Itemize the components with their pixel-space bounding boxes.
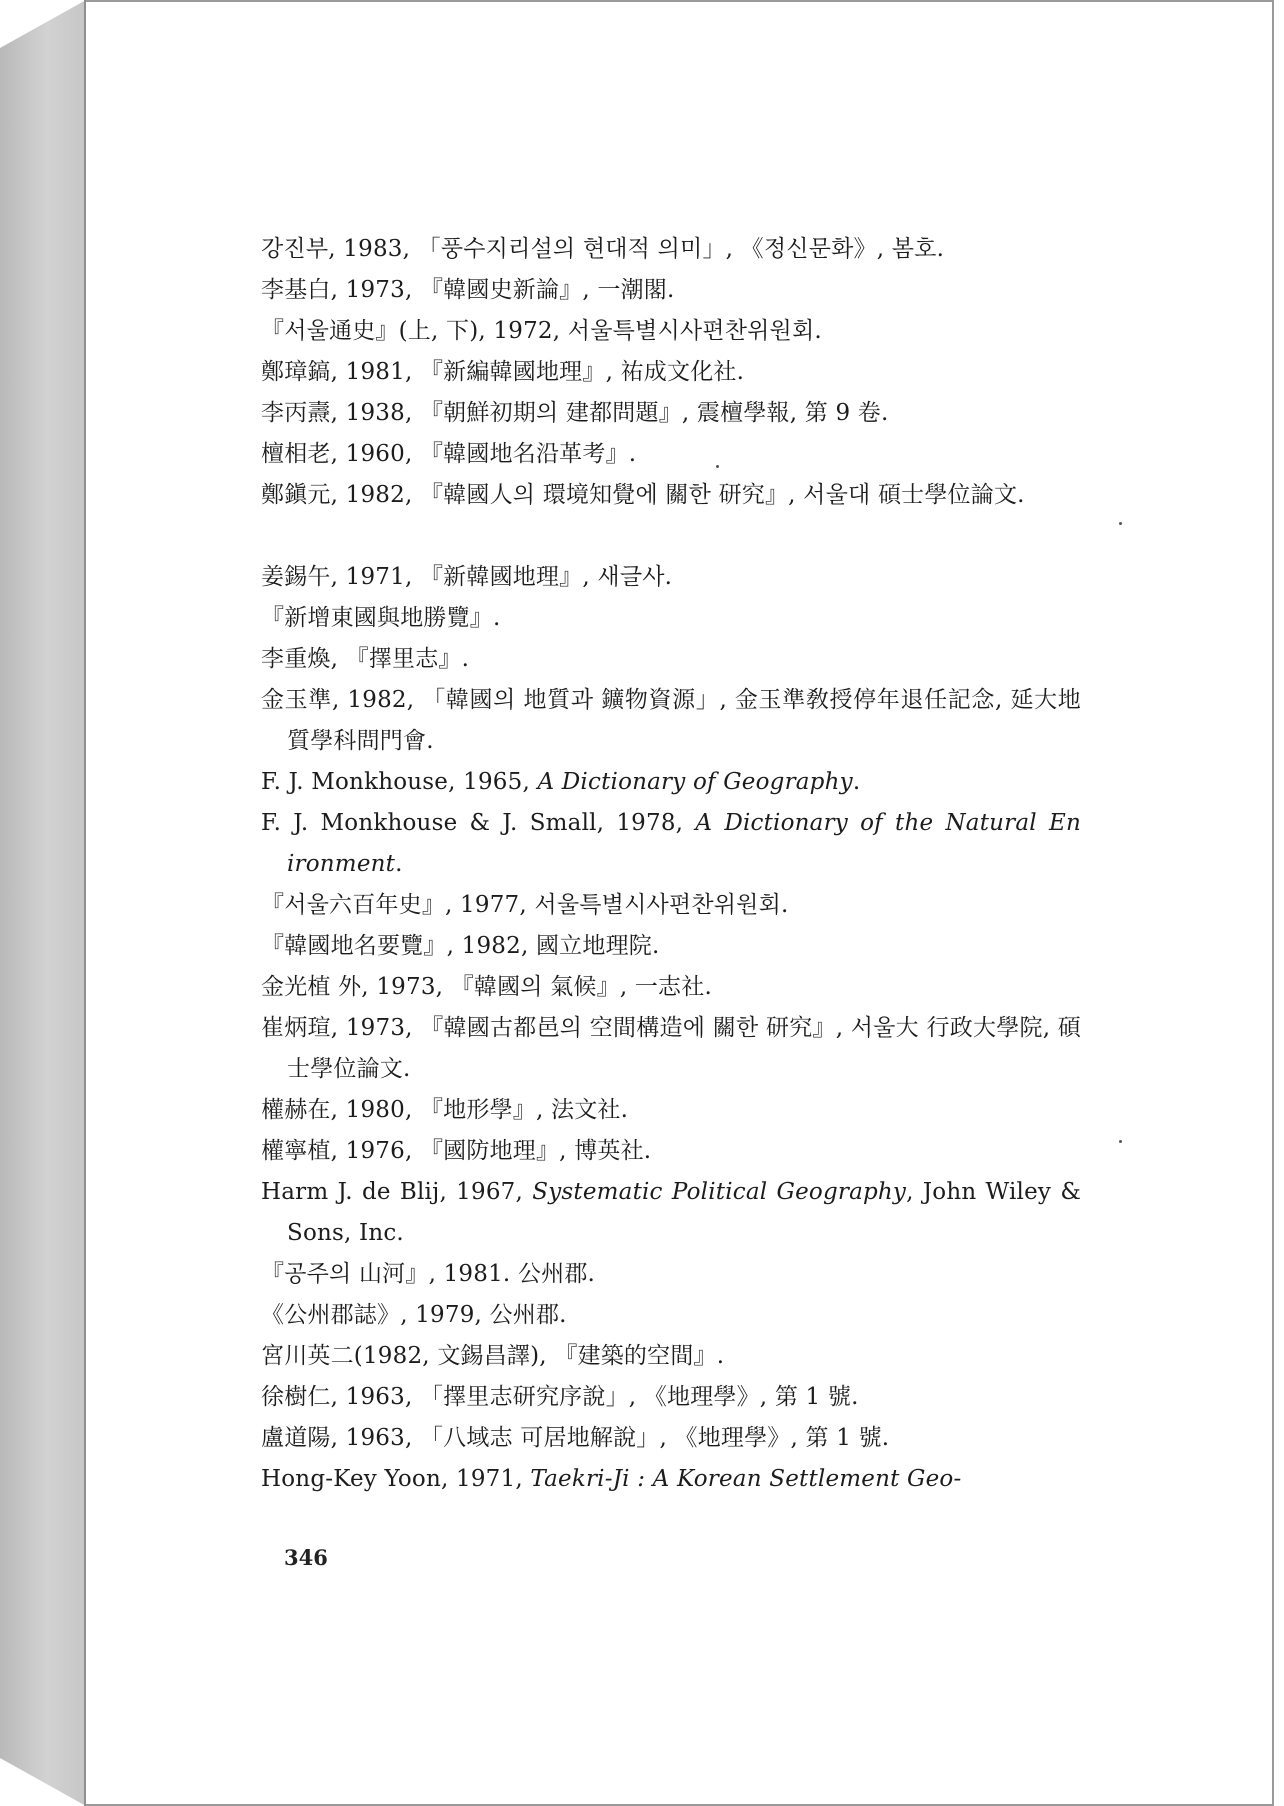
reference-entry: 金光植 外, 1973, 『韓國의 氣候』, 一志社. <box>261 974 712 1000</box>
reference-entry: 權赫在, 1980, 『地形學』, 法文社. <box>261 1097 629 1123</box>
reference-suffix: , John Wiley & Sons, Inc. <box>287 1179 1089 1246</box>
book-spine <box>0 0 86 1806</box>
print-speck <box>1119 1140 1122 1143</box>
reference-entry: 『新增東國與地勝覽』. <box>261 605 501 631</box>
reference-entry <box>261 1459 1081 1500</box>
reference-author-year: F. J. Monkhouse & J. Small, 1978, <box>261 810 696 836</box>
reference-author-year: F. J. Monkhouse, 1965, <box>261 769 538 795</box>
reference-title: Systematic Political Geography <box>532 1179 907 1205</box>
print-speck <box>716 465 719 468</box>
reference-title: A Dictionary of the Natural En ironment <box>287 810 1089 877</box>
reference-author-year: Harm J. de Blij, 1967, <box>261 1179 533 1205</box>
page-number: 346 <box>284 1545 328 1570</box>
reference-entry: 李重煥, 『擇里志』. <box>261 646 470 672</box>
reference-entry: 『서울六百年史』, 1977, 서울특별시사편찬위원회. <box>261 892 789 918</box>
reference-suffix: . <box>395 851 403 877</box>
reference-entry: 崔炳瑄, 1973, 『韓國古都邑의 空間構造에 關한 研究』, 서울大 行政大學院, 碩士學位論文. <box>261 1015 1081 1082</box>
reference-entry: 權寧植, 1976, 『國防地理』, 博英社. <box>261 1138 652 1164</box>
reference-entry: 강진부, 1983, 「풍수지리설의 현대적 의미」, 《정신문화》, 봄호. <box>261 236 945 262</box>
reference-entry: 『서울通史』(上, 下), 1972, 서울특별시사편찬위원회. <box>261 318 822 344</box>
reference-author-year: Hong-Key Yoon, 1971, <box>261 1466 531 1492</box>
print-speck <box>1119 522 1122 525</box>
reference-suffix: . <box>852 769 861 795</box>
reference-entry: 盧道陽, 1963, 「八域志 可居地解說」, 《地理學》, 第 1 號. <box>261 1425 890 1451</box>
reference-entry: 鄭璋鎬, 1981, 『新編韓國地理』, 祐成文化社. <box>261 359 745 385</box>
reference-entry: 『韓國地名要覽』, 1982, 國立地理院. <box>261 933 660 959</box>
reference-entry: 《公州郡誌》, 1979, 公州郡. <box>261 1302 567 1328</box>
bibliography-list <box>261 229 1089 1500</box>
reference-entry: 李丙燾, 1938, 『朝鮮初期의 建都問題』, 震檀學報, 第 9 卷. <box>261 400 889 426</box>
reference-entry: 徐樹仁, 1963, 「擇里志研究序說」, 《地理學》, 第 1 號. <box>261 1384 859 1410</box>
reference-entry <box>261 762 1081 803</box>
reference-entry: 『공주의 山河』, 1981. 公州郡. <box>261 1261 596 1287</box>
reference-title: A Dictionary of Geography <box>537 769 853 795</box>
reference-title: Taekri-Ji : A Korean Settlement Geo- <box>530 1466 962 1492</box>
reference-entry <box>261 803 1089 885</box>
reference-entry: 檀相老, 1960, 『韓國地名沿革考』. <box>261 441 637 467</box>
reference-entry <box>261 1172 1089 1254</box>
reference-entry: 李基白, 1973, 『韓國史新論』, 一潮閣. <box>261 277 675 303</box>
reference-entry: 金玉準, 1982, 「韓國의 地質과 鑛物資源」, 金玉準敎授停年退任記念, 延大地質學科問門會. <box>261 687 1081 754</box>
reference-entry: 宮川英二(1982, 文錫昌譯), 『建築的空間』. <box>261 1343 725 1369</box>
reference-entry: 姜錫午, 1971, 『新韓國地理』, 새글사. <box>261 564 673 590</box>
reference-entry: 鄭鎭元, 1982, 『韓國人의 環境知覺에 關한 研究』, 서울대 碩士學位論文. <box>261 482 1025 508</box>
